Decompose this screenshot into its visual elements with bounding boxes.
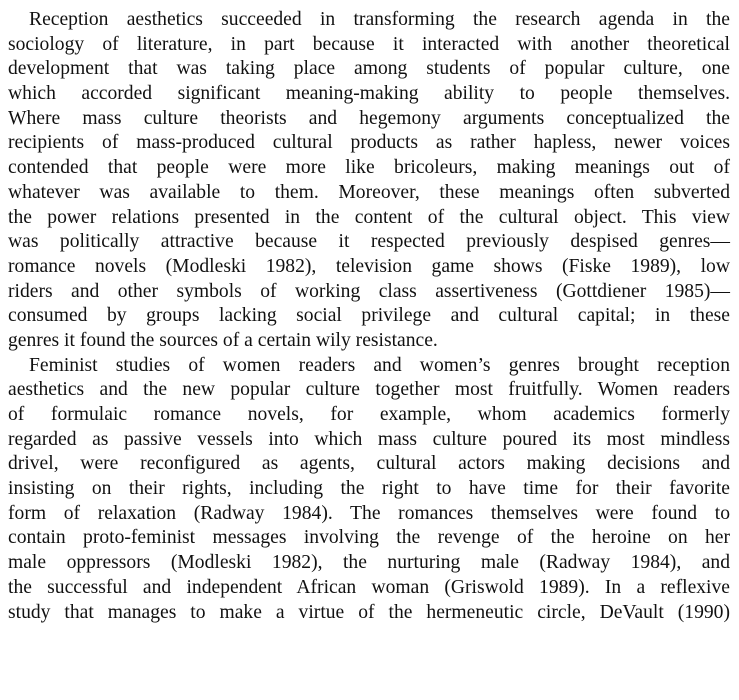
text-line: contended that people were more like bricoleurs, making meanings out of bbox=[8, 157, 730, 179]
text-line: sociology of literature, in part because it interacted with another theoretical bbox=[8, 33, 730, 55]
text-line: of formulaic romance novels, for example, whom academics formerly bbox=[8, 404, 730, 425]
text-line: romance novels (Modleski 1982), television game shows (Fiske 1989), low bbox=[8, 255, 730, 277]
paragraph-reception-aesthetics bbox=[8, 8, 730, 354]
text-line: aesthetics and the new popular culture together most fruitfully. Women readers bbox=[8, 379, 730, 401]
text-line: contain proto-feminist messages involving the revenge of the heroine on her bbox=[8, 527, 730, 549]
text-line: was politically attractive because it respected previously despised genres— bbox=[8, 231, 730, 253]
document-page bbox=[8, 8, 730, 625]
text-line: development that was taking place among students of popular culture, one bbox=[8, 58, 730, 80]
text-line: consumed by groups lacking social privilege and cultural capital; in these bbox=[8, 305, 730, 327]
text-line: study that manages to make a virtue of the hermeneutic circle, DeVault (1990) bbox=[8, 601, 730, 623]
text-line: regarded as passive vessels into which mass culture poured its most mindless bbox=[8, 428, 730, 450]
text-line: male oppressors (Modleski 1982), the nurturing male (Radway 1984), and bbox=[8, 552, 730, 574]
text-line: drivel, were reconfigured as agents, cultural actors making decisions and bbox=[8, 453, 730, 475]
text-line: which accorded significant meaning-making ability to people themselves. bbox=[8, 83, 730, 105]
text-line: Where mass culture theorists and hegemony arguments conceptualized the bbox=[8, 107, 730, 129]
paragraph-feminist-studies bbox=[8, 354, 730, 626]
text-line: the power relations presented in the content of the cultural object. This view bbox=[8, 206, 730, 228]
text-line: insisting on their rights, including the right to have time for their favorite bbox=[8, 478, 730, 500]
text-line: Reception aesthetics succeeded in transforming the research agenda in the bbox=[29, 9, 730, 30]
text-line: recipients of mass-produced cultural products as rather hapless, newer voices bbox=[8, 132, 730, 154]
text-line: the successful and independent African woman (Griswold 1989). In a reflexive bbox=[8, 576, 730, 598]
text-line: Feminist studies of women readers and women’s genres brought reception bbox=[29, 354, 730, 376]
text-line: riders and other symbols of working class assertiveness (Gottdiener 1985)— bbox=[8, 280, 730, 302]
text-line: genres it found the sources of a certain wily resistance. bbox=[8, 329, 438, 351]
text-line: whatever was available to them. Moreover, these meanings often subverted bbox=[8, 181, 730, 203]
text-line: form of relaxation (Radway 1984). The romances themselves were found to bbox=[8, 502, 730, 524]
